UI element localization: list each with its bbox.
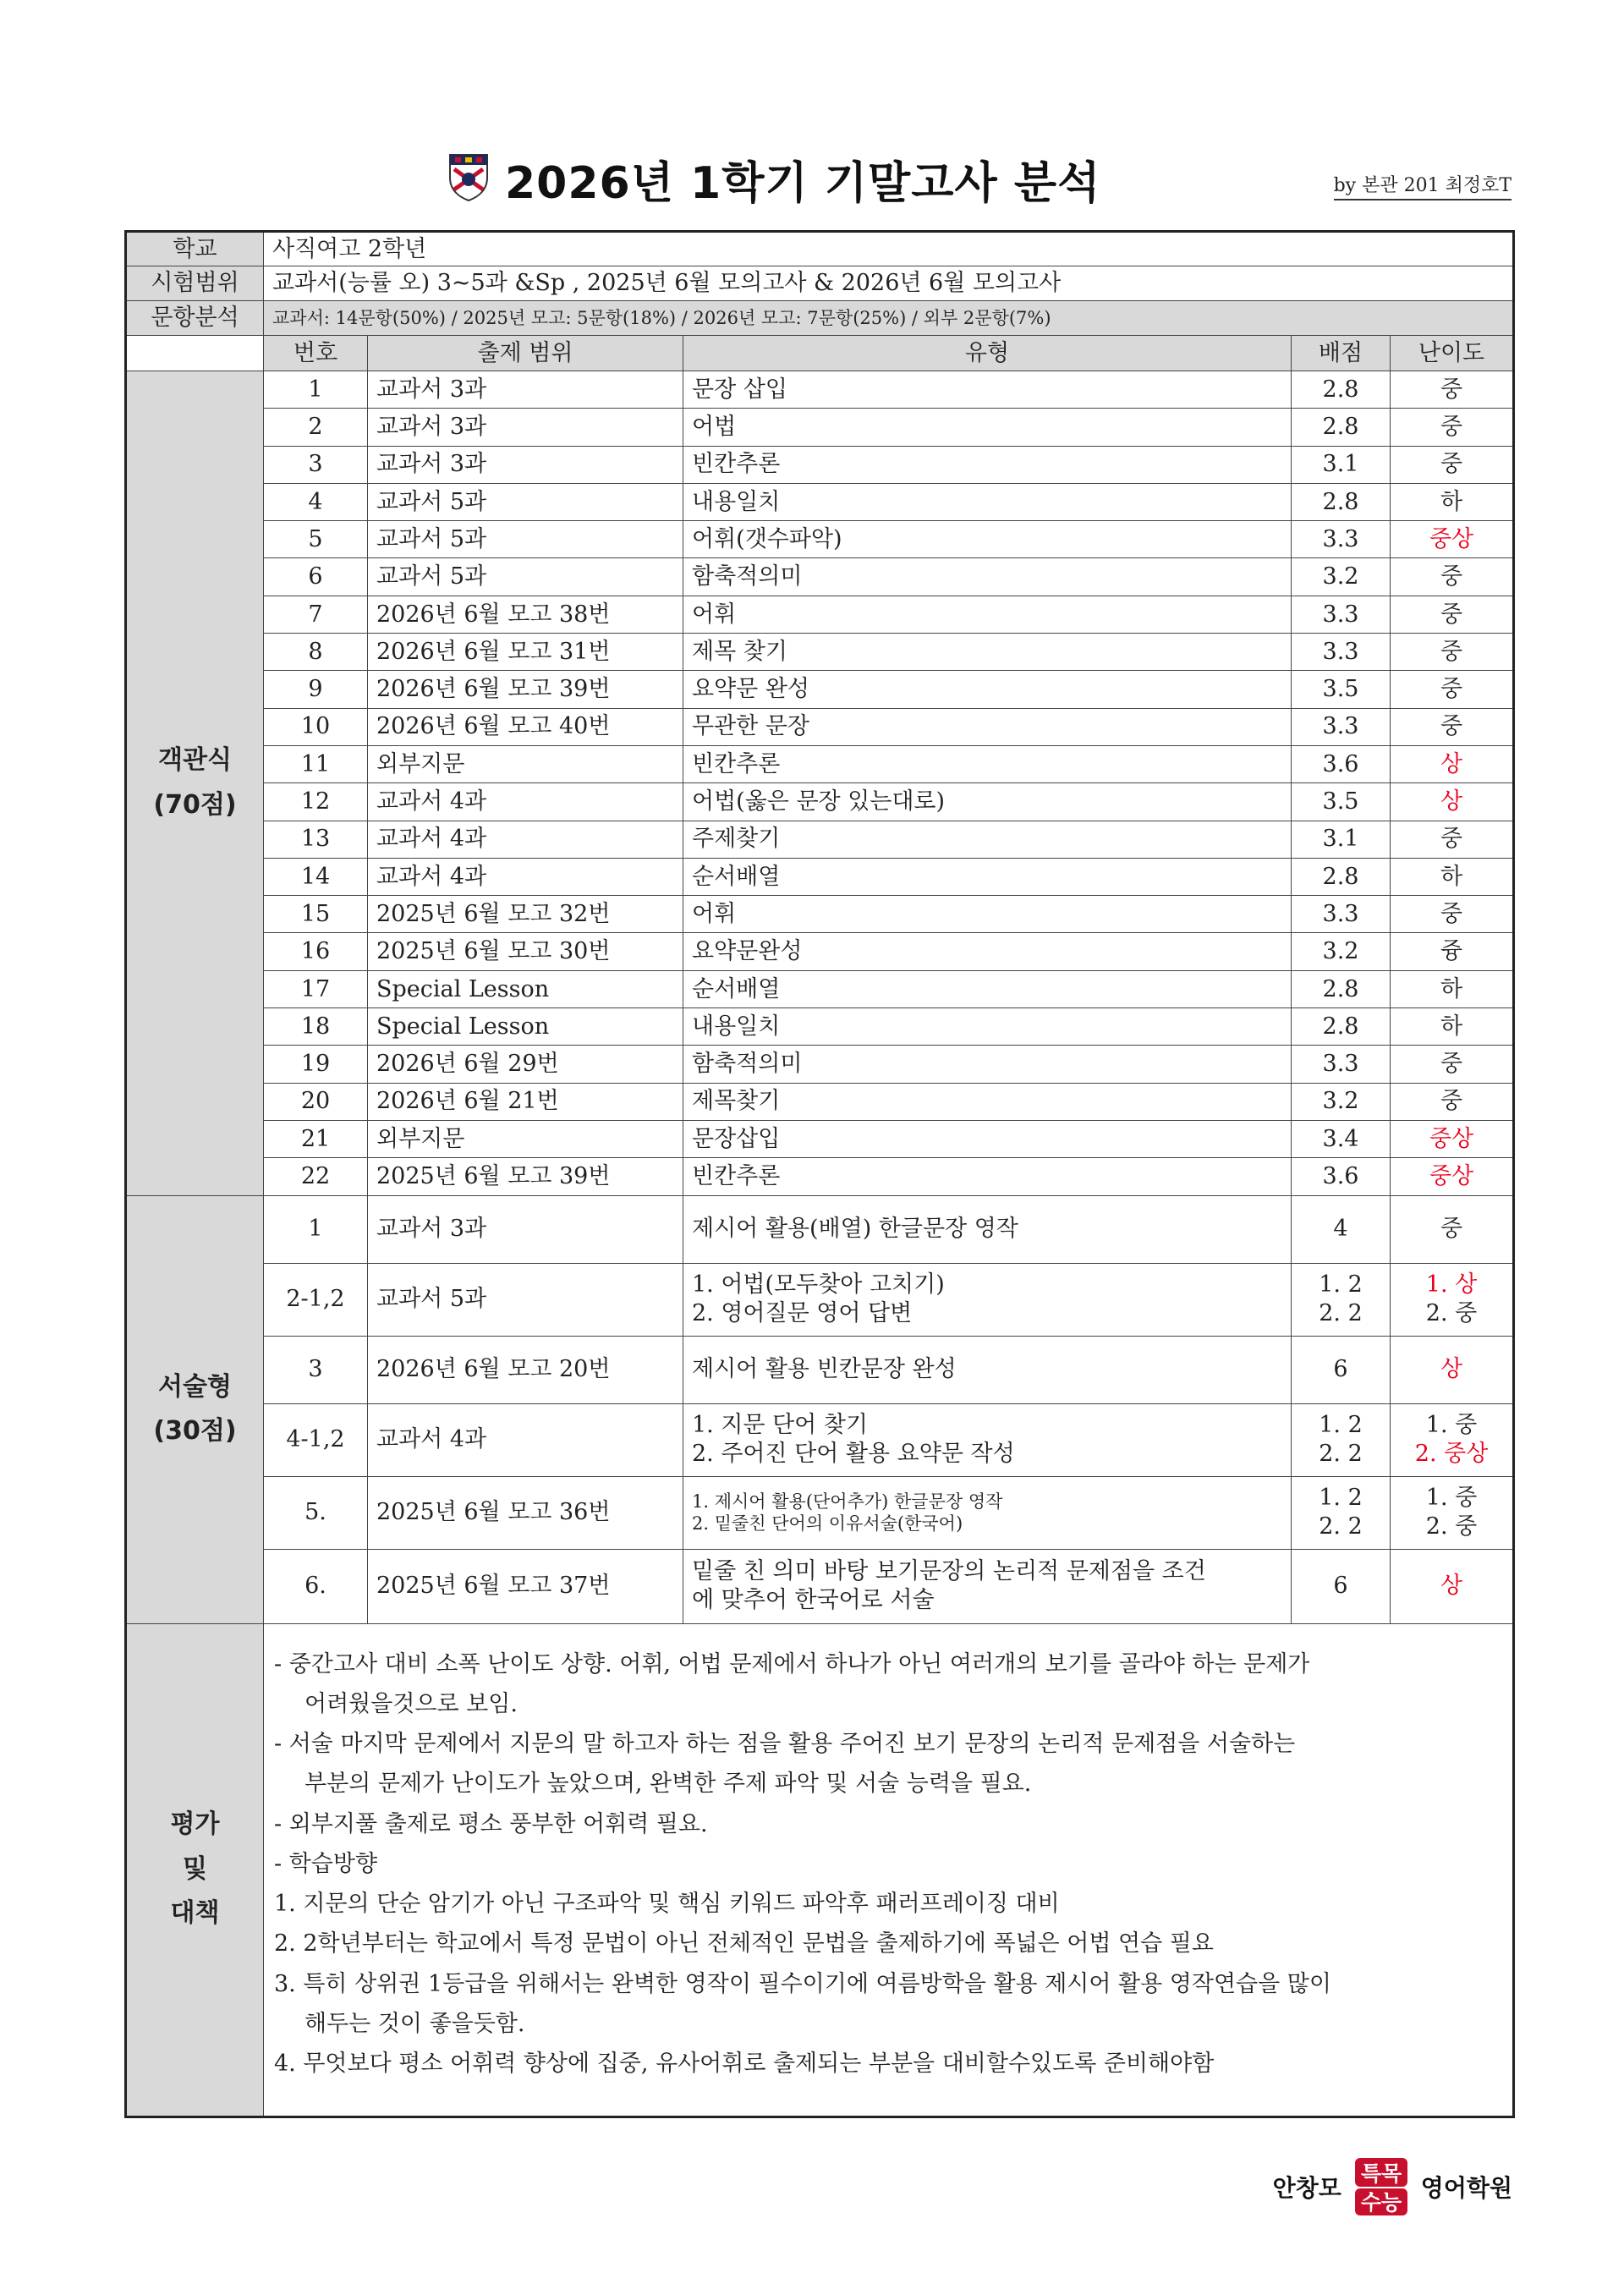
question-score-line2: 2. 2 (1319, 1300, 1363, 1327)
question-number: 17 (264, 970, 368, 1007)
question-number: 1 (264, 1195, 368, 1263)
question-difficulty: 중 (1391, 409, 1514, 446)
school-value: 사직여고 2학년 (264, 232, 1514, 266)
question-number: 2 (264, 409, 368, 446)
objective-row (126, 558, 1514, 596)
question-score: 2.8 (1292, 858, 1391, 895)
question-score (1292, 1549, 1391, 1623)
academy-footer (1273, 2153, 1512, 2221)
evaluation-section-label (126, 1623, 264, 2117)
question-score-line2: 2. 2 (1319, 1513, 1363, 1540)
question-number: 20 (264, 1083, 368, 1120)
question-range: 교과서 5과 (368, 558, 683, 596)
evaluation-line: - 외부지풀 출제로 평소 풍부한 어휘력 필요. (274, 1810, 708, 1837)
question-type-line1: 1. 어법(모두찾아 고치기) (692, 1271, 945, 1298)
question-score: 3.6 (1292, 1158, 1391, 1195)
question-difficulty-line1: 1. 중 (1425, 1412, 1478, 1439)
question-difficulty: 상 (1391, 745, 1514, 782)
analysis-row (126, 301, 1514, 336)
evaluation-label-line3: 대책 (170, 1898, 220, 1929)
question-score-line1: 6 (1333, 1573, 1348, 1600)
question-difficulty-line2: 2. 중상 (1414, 1441, 1489, 1468)
question-score: 3.3 (1292, 596, 1391, 633)
question-range: 2026년 6월 모고 31번 (368, 634, 683, 671)
question-score: 3.1 (1292, 821, 1391, 858)
svg-text:특목: 특목 (1360, 2161, 1402, 2186)
question-range: Special Lesson (368, 970, 683, 1007)
question-range: 교과서 4과 (368, 1403, 683, 1476)
question-type: 제목찾기 (683, 1083, 1292, 1120)
evaluation-line: 1. 지문의 단순 암기가 아닌 구조파악 및 핵심 키워드 파악후 패러프레이징 대비 (274, 1891, 1060, 1918)
question-type: 요약문완성 (683, 933, 1292, 970)
question-difficulty: 중 (1391, 1046, 1514, 1083)
question-range: 2026년 6월 모고 20번 (368, 1336, 683, 1403)
question-type-line2: 2. 주어진 단어 활용 요약문 작성 (692, 1441, 1015, 1468)
question-score (1292, 1476, 1391, 1549)
subjective-section-label (126, 1195, 264, 1623)
question-range: 2025년 6월 모고 39번 (368, 1158, 683, 1195)
question-range: 교과서 4과 (368, 783, 683, 821)
question-range: 외부지문 (368, 745, 683, 782)
question-difficulty-line1: 상 (1440, 1356, 1463, 1383)
objective-row (126, 1008, 1514, 1046)
analysis-value: 교과서: 14문항(50%) / 2025년 모고: 5문항(18%) / 2026년 모고: 7문항(25%) / 외부 2문항(7%) (264, 301, 1514, 336)
question-difficulty: 중상 (1391, 521, 1514, 558)
question-type (683, 1336, 1292, 1403)
question-type-line2: 2. 밑줄친 단어의 이유서술(한국어) (692, 1513, 963, 1535)
subjective-row (126, 1476, 1514, 1549)
question-range: Special Lesson (368, 1008, 683, 1046)
question-number: 6. (264, 1549, 368, 1623)
question-difficulty: 중 (1391, 896, 1514, 933)
column-header-type: 유형 (683, 336, 1292, 371)
question-score: 3.3 (1292, 634, 1391, 671)
question-type-line1: 제시어 활용 빈칸문장 완성 (692, 1356, 957, 1383)
subjective-row (126, 1263, 1514, 1336)
question-difficulty (1391, 1476, 1514, 1549)
question-number: 4 (264, 483, 368, 520)
question-number: 1 (264, 371, 368, 409)
question-type-line1: 제시어 활용(배열) 한글문장 영작 (692, 1216, 1018, 1243)
evaluation-line: 4. 무엇보다 평소 어휘력 향상에 집중, 유사어휘로 출제되는 부분을 대비할수있도록 준비해야함 (274, 2051, 1215, 2078)
question-difficulty: 중 (1391, 821, 1514, 858)
question-difficulty (1391, 1336, 1514, 1403)
evaluation-label-line2: 및 (183, 1853, 207, 1884)
objective-row (126, 745, 1514, 782)
question-number: 19 (264, 1046, 368, 1083)
question-range: 2026년 6월 모고 39번 (368, 671, 683, 708)
question-number: 12 (264, 783, 368, 821)
question-difficulty: 즁 (1391, 933, 1514, 970)
academy-logo-icon (1350, 2156, 1413, 2217)
question-range: 외부지문 (368, 1120, 683, 1157)
footer-left-text: 안창모 (1272, 2174, 1341, 2202)
objective-row (126, 783, 1514, 821)
evaluation-line: 부분의 문제가 난이도가 높았으며, 완벽한 주제 파악 및 서술 능력을 필요. (304, 1771, 1032, 1798)
question-number: 14 (264, 858, 368, 895)
question-range: 2025년 6월 모고 37번 (368, 1549, 683, 1623)
evaluation-label-line1: 평가 (170, 1809, 220, 1840)
question-score: 3.1 (1292, 446, 1391, 483)
question-type: 문장 삽입 (683, 371, 1292, 409)
question-score: 3.3 (1292, 521, 1391, 558)
question-score: 2.8 (1292, 970, 1391, 1007)
range-row (126, 266, 1514, 301)
question-score-line2: 2. 2 (1319, 1441, 1363, 1468)
question-range: 교과서 5과 (368, 483, 683, 520)
column-header-range: 출제 범위 (368, 336, 683, 371)
question-number: 21 (264, 1120, 368, 1157)
question-type: 어법(옳은 문장 있는대로) (683, 783, 1292, 821)
question-type-line1: 밑줄 친 의미 바탕 보기문장의 논리적 문제점을 조건 (692, 1558, 1206, 1585)
question-range: 교과서 5과 (368, 521, 683, 558)
objective-row (126, 596, 1514, 633)
question-number: 6 (264, 558, 368, 596)
objective-label-line2: (70점) (153, 789, 237, 820)
question-number: 16 (264, 933, 368, 970)
question-number: 15 (264, 896, 368, 933)
question-type: 순서배열 (683, 858, 1292, 895)
question-number: 8 (264, 634, 368, 671)
question-number: 3 (264, 1336, 368, 1403)
column-header-score: 배점 (1292, 336, 1391, 371)
objective-row (126, 671, 1514, 708)
question-difficulty: 중 (1391, 371, 1514, 409)
question-type: 무관한 문장 (683, 708, 1292, 745)
question-number: 10 (264, 708, 368, 745)
question-difficulty (1391, 1195, 1514, 1263)
question-type: 내용일치 (683, 1008, 1292, 1046)
question-range: 2026년 6월 21번 (368, 1083, 683, 1120)
question-number: 4-1,2 (264, 1403, 368, 1476)
question-number: 13 (264, 821, 368, 858)
question-type: 주제찾기 (683, 821, 1292, 858)
question-score: 3.5 (1292, 783, 1391, 821)
question-number: 5 (264, 521, 368, 558)
question-type: 어법 (683, 409, 1292, 446)
question-score: 3.5 (1292, 671, 1391, 708)
question-score: 3.2 (1292, 933, 1391, 970)
question-range: 교과서 5과 (368, 1263, 683, 1336)
evaluation-line: - 학습방향 (274, 1850, 378, 1877)
objective-row (126, 371, 1514, 409)
objective-row (126, 858, 1514, 895)
question-score: 2.8 (1292, 1008, 1391, 1046)
question-score-line1: 4 (1333, 1216, 1348, 1243)
question-score: 3.4 (1292, 1120, 1391, 1157)
question-type (683, 1403, 1292, 1476)
question-difficulty: 하 (1391, 1008, 1514, 1046)
question-score (1292, 1403, 1391, 1476)
question-type: 빈칸추론 (683, 1158, 1292, 1195)
svg-text:수능: 수능 (1360, 2190, 1402, 2215)
question-range: 2026년 6월 모고 40번 (368, 708, 683, 745)
question-type: 순서배열 (683, 970, 1292, 1007)
objective-row (126, 708, 1514, 745)
question-range: 2025년 6월 모고 32번 (368, 896, 683, 933)
evaluation-line: - 중간고사 대비 소폭 난이도 상향. 어휘, 어법 문제에서 하나가 아닌 여러개의 보기를 골라야 하는 문제가 (274, 1650, 1310, 1677)
column-header-blank (126, 336, 264, 371)
question-score: 2.8 (1292, 483, 1391, 520)
question-type (683, 1263, 1292, 1336)
question-score: 2.8 (1292, 409, 1391, 446)
question-type: 제목 찾기 (683, 634, 1292, 671)
question-difficulty: 중 (1391, 1083, 1514, 1120)
question-score: 3.2 (1292, 1083, 1391, 1120)
exam-analysis-table (124, 230, 1515, 2118)
evaluation-line: 3. 특히 상위권 1등급을 위해서는 완벽한 영작이 필수이기에 여름방학을 활용 제시어 활용 영작연습을 많이 (274, 1970, 1331, 1997)
question-score: 3.2 (1292, 558, 1391, 596)
objective-row (126, 1158, 1514, 1195)
question-score-line1: 1. 2 (1319, 1412, 1363, 1439)
question-number: 18 (264, 1008, 368, 1046)
question-number: 2-1,2 (264, 1263, 368, 1336)
objective-row (126, 970, 1514, 1007)
question-type (683, 1195, 1292, 1263)
question-type: 빈칸추론 (683, 745, 1292, 782)
question-number: 7 (264, 596, 368, 633)
evaluation-line: 해두는 것이 좋을듯함. (304, 2010, 525, 2037)
evaluation-line: 2. 2학년부터는 학교에서 특정 문법이 아닌 전체적인 문법을 출제하기에 폭넓은 어법 연습 필요 (274, 1930, 1214, 1957)
question-type-line1: 1. 제시어 활용(단어추가) 한글문장 영작 (692, 1491, 1003, 1512)
question-score (1292, 1195, 1391, 1263)
question-range: 교과서 3과 (368, 409, 683, 446)
question-score (1292, 1263, 1391, 1336)
question-difficulty: 중 (1391, 634, 1514, 671)
subjective-row (126, 1195, 1514, 1263)
question-type: 함축적의미 (683, 1046, 1292, 1083)
question-range: 2025년 6월 모고 30번 (368, 933, 683, 970)
subjective-label-line2: (30점) (153, 1416, 237, 1447)
question-difficulty-line1: 1. 상 (1425, 1271, 1478, 1298)
question-difficulty: 중 (1391, 446, 1514, 483)
question-type-line2: 2. 영어질문 영어 답변 (692, 1300, 913, 1327)
question-type-line2: 에 맞추어 한국어로 서술 (692, 1587, 935, 1614)
question-number: 9 (264, 671, 368, 708)
question-type: 빈칸추론 (683, 446, 1292, 483)
objective-row (126, 483, 1514, 520)
range-value: 교과서(능률 오) 3~5과 &Sp , 2025년 6월 모의고사 & 2026년 6월 모의고사 (264, 266, 1514, 301)
question-type: 어휘 (683, 896, 1292, 933)
question-score: 2.8 (1292, 371, 1391, 409)
question-score: 3.6 (1292, 745, 1391, 782)
objective-label-line1: 객관식 (158, 745, 232, 776)
objective-row (126, 1046, 1514, 1083)
subjective-row (126, 1336, 1514, 1403)
school-row (126, 232, 1514, 266)
question-difficulty: 중상 (1391, 1158, 1514, 1195)
objective-row (126, 933, 1514, 970)
question-type-line1: 1. 지문 단어 찾기 (692, 1412, 869, 1439)
subjective-row (126, 1403, 1514, 1476)
question-type: 문장삽입 (683, 1120, 1292, 1157)
column-header-row (126, 336, 1514, 371)
column-header-difficulty: 난이도 (1391, 336, 1514, 371)
question-difficulty: 상 (1391, 783, 1514, 821)
objective-row (126, 896, 1514, 933)
objective-row (126, 1120, 1514, 1157)
objective-row (126, 1083, 1514, 1120)
question-range: 교과서 3과 (368, 371, 683, 409)
analysis-label: 문항분석 (126, 301, 264, 336)
footer-right-text: 영어학원 (1420, 2174, 1512, 2202)
evaluation-line: - 서술 마지막 문제에서 지문의 말 하고자 하는 점을 활용 주어진 보기 문장의 논리적 문제점을 서술하는 (274, 1731, 1296, 1758)
evaluation-body (264, 1623, 1514, 2117)
question-difficulty-line1: 상 (1440, 1573, 1463, 1600)
question-difficulty: 중 (1391, 596, 1514, 633)
question-difficulty: 중 (1391, 558, 1514, 596)
objective-section-label (126, 371, 264, 1196)
subjective-label-line1: 서술형 (158, 1371, 232, 1402)
question-type (683, 1476, 1292, 1549)
question-difficulty (1391, 1403, 1514, 1476)
question-difficulty (1391, 1263, 1514, 1336)
subjective-row (126, 1549, 1514, 1623)
question-difficulty-line1: 중 (1440, 1216, 1463, 1243)
question-difficulty: 하 (1391, 858, 1514, 895)
objective-row (126, 634, 1514, 671)
question-range: 교과서 3과 (368, 446, 683, 483)
question-difficulty (1391, 1549, 1514, 1623)
question-score: 3.3 (1292, 1046, 1391, 1083)
objective-row (126, 446, 1514, 483)
question-range: 2026년 6월 모고 38번 (368, 596, 683, 633)
question-difficulty-line2: 2. 중 (1425, 1300, 1478, 1327)
question-difficulty: 하 (1391, 970, 1514, 1007)
question-type: 요약문 완성 (683, 671, 1292, 708)
question-number: 11 (264, 745, 368, 782)
objective-row (126, 521, 1514, 558)
question-score: 3.3 (1292, 708, 1391, 745)
question-score: 3.3 (1292, 896, 1391, 933)
question-range: 2025년 6월 모고 36번 (368, 1476, 683, 1549)
question-range: 교과서 3과 (368, 1195, 683, 1263)
column-header-num: 번호 (264, 336, 368, 371)
question-range: 교과서 4과 (368, 821, 683, 858)
question-difficulty: 중 (1391, 708, 1514, 745)
question-difficulty-line1: 1. 중 (1425, 1485, 1478, 1512)
question-score-line1: 1. 2 (1319, 1271, 1363, 1298)
question-number: 22 (264, 1158, 368, 1195)
question-difficulty: 하 (1391, 483, 1514, 520)
question-type: 어휘 (683, 596, 1292, 633)
question-score (1292, 1336, 1391, 1403)
evaluation-row (126, 1623, 1514, 2117)
author-credit: by 본관 201 최정호T (1334, 171, 1512, 200)
title-row (124, 145, 1512, 213)
evaluation-line: 어려웠을것으로 보임. (304, 1690, 518, 1717)
question-number: 5. (264, 1476, 368, 1549)
question-score-line1: 1. 2 (1319, 1485, 1363, 1512)
question-difficulty-line2: 2. 중 (1425, 1513, 1478, 1540)
school-crest-icon (447, 152, 490, 201)
question-range: 교과서 4과 (368, 858, 683, 895)
question-type: 함축적의미 (683, 558, 1292, 596)
question-difficulty: 중 (1391, 671, 1514, 708)
document-title: 2026년 1학기 기말고사 분석 (505, 158, 1101, 209)
school-label: 학교 (126, 232, 264, 266)
question-number: 3 (264, 446, 368, 483)
question-range: 2026년 6월 29번 (368, 1046, 683, 1083)
range-label: 시험범위 (126, 266, 264, 301)
objective-row (126, 821, 1514, 858)
question-type (683, 1549, 1292, 1623)
question-type: 내용일치 (683, 483, 1292, 520)
question-difficulty: 중상 (1391, 1120, 1514, 1157)
question-score-line1: 6 (1333, 1356, 1348, 1383)
objective-row (126, 409, 1514, 446)
question-type: 어휘(갯수파악) (683, 521, 1292, 558)
